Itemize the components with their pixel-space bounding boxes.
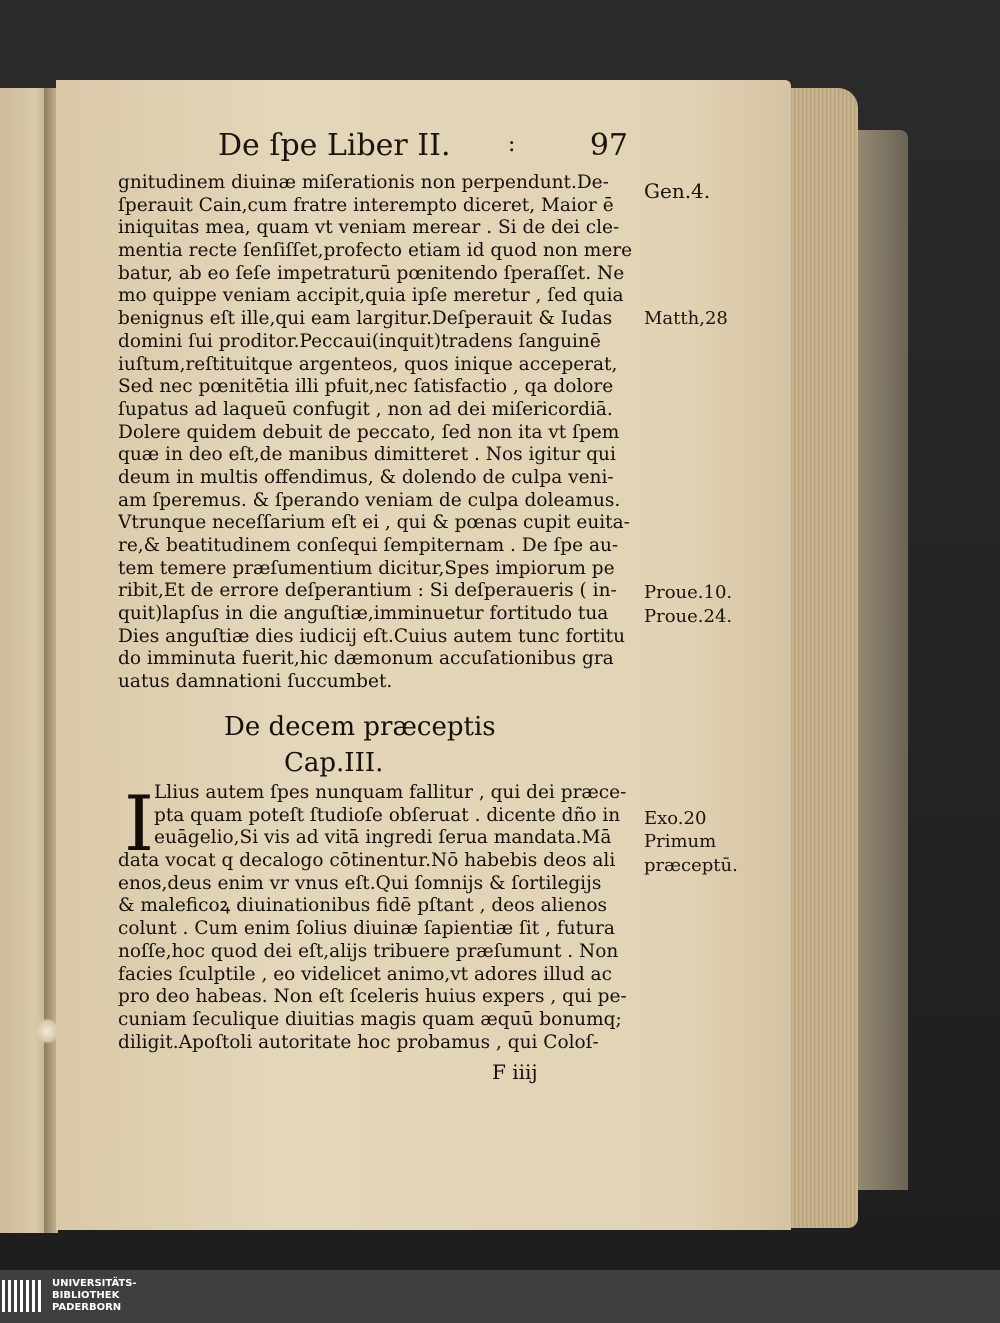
- page-number: 97: [589, 128, 628, 163]
- text-line: gnitudinem diuinæ miſerationis non perpendunt.De-: [118, 172, 609, 193]
- text-line: pta quam poteſt ſtudioſe obſeruat . dicente dño in: [154, 804, 621, 826]
- text-line: mo quippe veniam accipit,quia ipſe meretur , ſed quia: [118, 285, 624, 307]
- margin-note-primum: Primum: [644, 831, 717, 852]
- text-line: Sed nec pœnitētia illi pfuit,nec ſatisfactio , qa dolore: [118, 376, 614, 398]
- signature-mark: F iiij: [492, 1060, 538, 1084]
- text-line: Vtrunque neceſſarium eſt ei , qui & pœnas cupit euita-: [118, 512, 630, 534]
- facing-page-edge: [0, 88, 50, 1233]
- library-footer: [0, 1270, 1000, 1323]
- text-line: ſperauit Cain,cum fratre interempto diceret, Maior ē: [118, 194, 614, 216]
- library-name-line: PADERBORN: [52, 1302, 122, 1313]
- margin-note-gen: Gen.4.: [644, 179, 711, 203]
- text-line: Dolere quidem debuit de peccato, ſed non ita vt ſpem: [118, 421, 620, 443]
- body-text: [118, 172, 638, 694]
- page-header: [218, 128, 628, 170]
- chapter-heading: De decem præceptis: [224, 712, 496, 742]
- paper-damage: [36, 1018, 58, 1044]
- text-line: domini ſui proditor.Peccaui(inquit)tradens ſanguinē: [118, 330, 601, 352]
- page-block-edges: [788, 88, 858, 1228]
- text-line: colunt . Cum enim ſolius diuinæ ſapientiæ ſit , futura: [118, 918, 615, 940]
- chapter-number: Cap.III.: [284, 748, 384, 778]
- text-line: ribit,Et de errore deſperantium : Si deſperaueris ( in-: [118, 580, 617, 602]
- header-separator: :: [508, 132, 516, 157]
- margin-note-proue-24: Proue.24.: [644, 606, 733, 627]
- text-line: batur, ab eo ſeſe impetraturū pœnitendo ſperaſſet. Ne: [118, 262, 625, 284]
- text-line: quit)lapſus in die anguſtiæ,imminuetur fortitudo tua: [118, 603, 609, 625]
- text-line: Dies anguſtiæ dies iudicij eſt.Cuius autem tunc fortitu: [118, 625, 625, 647]
- text-line: uatus damnationi ſuccumbet.: [118, 671, 393, 693]
- library-name-line: UNIVERSITÄTS-: [52, 1278, 137, 1289]
- text-line: benignus eſt ille,qui eam largitur.Deſperauit & Iudas: [118, 308, 613, 330]
- text-line: cuniam ſeculique diuitias magis quam æquū bonumq;: [118, 1008, 622, 1030]
- text-line: pro deo habeas. Non eſt ſceleris huius expers , qui pe-: [118, 986, 627, 1008]
- margin-note-matth: Matth,28: [644, 308, 728, 329]
- text-line: facies ſculptile , eo videlicet animo,vt adores illud ac: [118, 963, 612, 985]
- text-line: ſupatus ad laqueū confugit , non ad dei miſericordiā.: [118, 398, 613, 420]
- library-logo-icon: [0, 1278, 46, 1314]
- library-name: [52, 1278, 137, 1314]
- text-line: mentia recte ſenſiſſet,profecto etiam id quod non mere: [118, 240, 633, 262]
- text-line: deum in multis offendimus, & dolendo de culpa veni-: [118, 466, 614, 488]
- margin-note-proue-10: Proue.10.: [644, 582, 733, 603]
- text-line: iuſtum,reſtituitque argenteos, quos inique acceperat,: [118, 353, 618, 375]
- text-line: am ſperemus. & ſperando veniam de culpa doleamus.: [118, 489, 621, 511]
- text-line: euāgelio,Si vis ad vitā ingredi ſerua mandata.Mā: [154, 827, 612, 849]
- chapter-text: [118, 779, 638, 1054]
- drop-cap: I: [124, 779, 155, 868]
- margin-note-praeceptum: præceptū.: [644, 855, 738, 876]
- text-line: quæ in deo eſt,de manibus dimitteret . Nos igitur qui: [118, 444, 616, 466]
- text-line: Llius autem ſpes nunquam fallitur , qui dei præce-: [154, 782, 627, 803]
- text-line: tem temere præſumentium dicitur,Spes impiorum pe: [118, 557, 615, 579]
- text-line: noſſe,hoc quod dei eſt,alijs tribuere præſumunt . Non: [118, 940, 619, 962]
- library-name-line: BIBLIOTHEK: [52, 1290, 120, 1301]
- text-line: enos,deus enim vr vnus eſt.Qui ſomnijs & ſortilegijs: [118, 872, 602, 894]
- page-edges-shadow: [850, 130, 908, 1190]
- text-line: do imminuta fuerit,hic dæmonum accuſationibus gra: [118, 648, 614, 670]
- text-line: re,& beatitudinem conſequi ſempiternam . De ſpe au-: [118, 535, 619, 556]
- running-title: De ſpe Liber II.: [218, 128, 451, 163]
- text-line: diligit.Apoſtoli autoritate hoc probamus , qui Coloſ-: [118, 1031, 599, 1053]
- text-line: data vocat q decalogo cōtinentur.Nō habebis deos ali: [118, 850, 616, 872]
- text-line: iniquitas mea, quam vt veniam merear . Si de dei cle-: [118, 217, 620, 239]
- margin-note-exo: Exo.20: [644, 808, 707, 829]
- text-line: & maleficoꝝ diuinationibus fidē pſtant , deos alienos: [118, 895, 608, 917]
